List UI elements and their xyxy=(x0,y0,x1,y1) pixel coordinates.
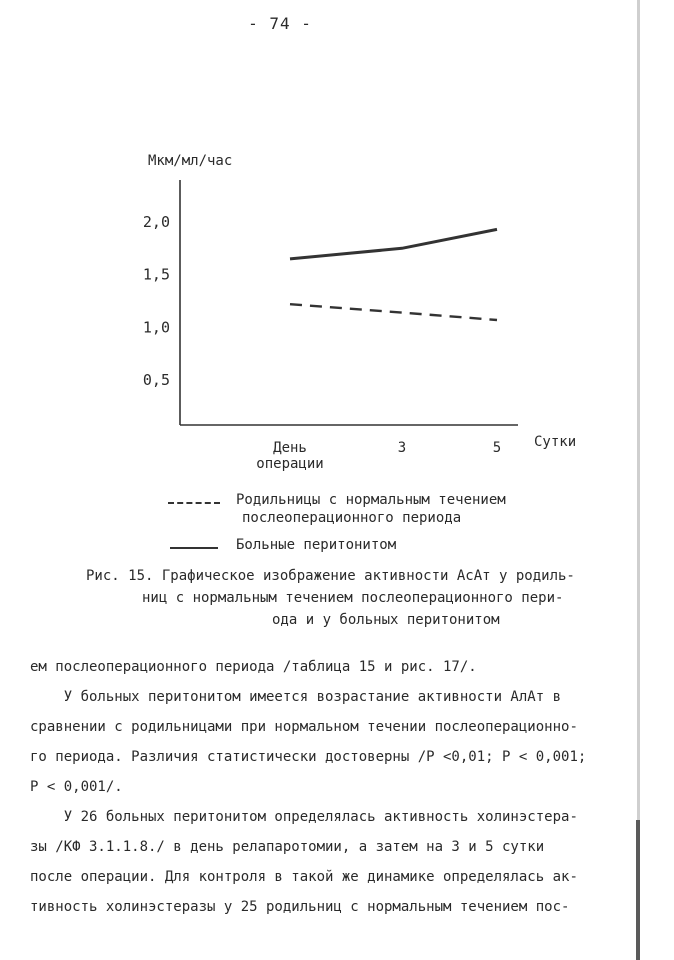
legend-dashed-label-2: послеоперационного периода xyxy=(242,510,462,526)
legend-solid-label: Больные перитонитом xyxy=(236,537,397,553)
y-tick-label: 1,0 xyxy=(142,318,170,337)
x-axis-label: Сутки xyxy=(534,434,577,450)
body-line: тивность холинэстеразы у 25 родильниц с нормальным течением пос- xyxy=(30,899,570,915)
caption-line-2: ниц с нормальным течением послеоперационного пери- xyxy=(142,590,564,606)
caption-line-3: ода и у больных перитонитом xyxy=(272,612,500,628)
y-tick-label: 2,0 xyxy=(142,213,170,231)
series-layer xyxy=(290,229,497,320)
x-tick-label: 5 xyxy=(492,440,502,456)
figure-caption xyxy=(86,565,626,631)
page-edge-binding xyxy=(636,820,640,960)
body-line: ем послеоперационного периода /таблица 15 и рис. 17/. xyxy=(30,659,477,675)
body-line: го периода. Различия статистически достоверны /Р <0,01; Р < 0,001; xyxy=(30,749,587,765)
x-tick-label: День xyxy=(273,440,307,456)
caption-line-1: Рис. 15. Графическое изображение активности АсАт у родиль- xyxy=(86,568,575,584)
y-axis-label: Мкм/мл/час xyxy=(148,153,233,169)
page-number: - 74 - xyxy=(248,14,312,33)
legend-dashed-label-1: Родильницы с нормальным течением xyxy=(236,492,506,508)
body-line: У больных перитонитом имеется возрастание активности АлАт в xyxy=(30,689,562,705)
body-line: У 26 больных перитонитом определялась активность холинэстера- xyxy=(30,809,578,825)
y-tick-label: 0,5 xyxy=(142,371,170,389)
x-tick-labels xyxy=(256,440,501,472)
y-tick-labels xyxy=(143,213,170,389)
x-tick-label: 3 xyxy=(397,440,407,456)
series-line-solid xyxy=(290,229,497,259)
x-tick-label: операции xyxy=(256,456,324,472)
body-line: зы /КФ 3.1.1.8./ в день релапаротомии, а затем на 3 и 5 сутки xyxy=(30,839,545,855)
series-line-dashed xyxy=(290,304,497,320)
body-line: сравнении с родильницами при нормальном течении послеоперационно- xyxy=(30,719,578,735)
y-tick-label: 1,5 xyxy=(142,265,170,284)
body-line: Р < 0,001/. xyxy=(30,779,123,795)
legend-dashed-swatch xyxy=(168,502,220,504)
legend-solid-swatch xyxy=(170,547,218,549)
body-line: после операции. Для контроля в такой же динамике определялась ак- xyxy=(30,869,578,885)
body-paragraphs xyxy=(30,652,630,922)
